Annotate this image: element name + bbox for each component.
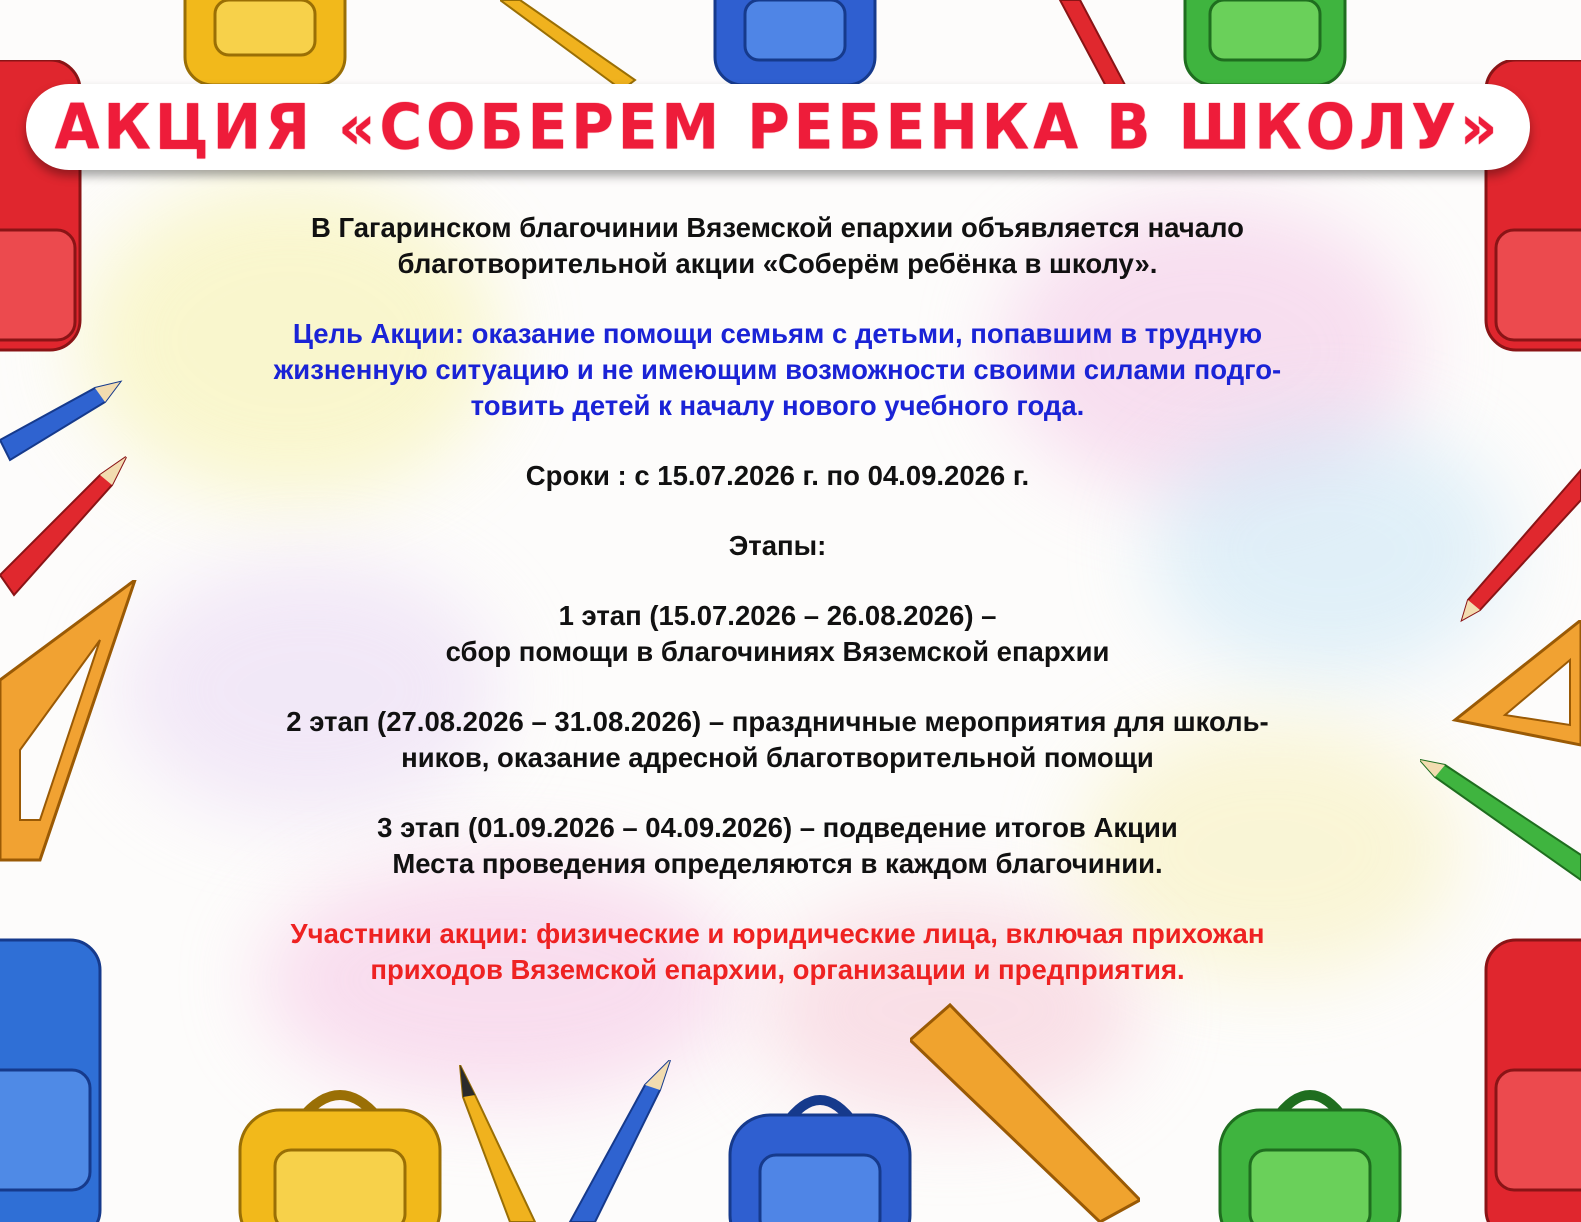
participants-line: Участники акции: физические и юридические лица, включая прихожан [290,918,1265,949]
goal-paragraph [180,316,1375,424]
stage-line: 1 этап (15.07.2026 – 26.08.2026) – [558,600,997,631]
announcement-body [180,210,1375,988]
participants-paragraph [180,916,1375,988]
goal-line: жизненную ситуацию и не имеющим возможности своими силами подго- [273,354,1282,385]
goal-line: товить детей к началу нового учебного года. [470,390,1085,421]
pencil-icon [1450,460,1581,630]
intro-line: благотворительной акции «Соберём ребёнка в школу». [397,248,1158,279]
stage-line: Места проведения определяются в каждом благочинии. [392,848,1163,879]
backpack-icon [1180,0,1350,90]
stage-line: 3 этап (01.09.2026 – 04.09.2026) – подведение итогов Акции [377,812,1178,843]
backpack-icon [1210,1080,1410,1222]
pencil-icon [1040,0,1130,90]
pencil-icon [500,0,640,90]
title-banner [26,84,1530,170]
stage-line: ников, оказание адресной благотворительной помощи [401,742,1154,773]
backpack-icon [710,0,880,90]
backpack-icon [230,1080,450,1222]
intro-line: В Гагаринском благочинии Вяземской епархии объявляется начало [311,212,1244,243]
triangle-ruler-icon [0,580,140,870]
stage-line: 2 этап (27.08.2026 – 31.08.2026) – праздничные мероприятия для школь- [286,706,1269,737]
participants-line: приходов Вяземской епархии, организации и предприятия. [370,954,1185,985]
pencil-icon [1420,755,1581,885]
dates-line: Сроки : с 15.07.2026 г. по 04.09.2026 г. [525,460,1030,491]
stage-line: сбор помощи в благочиниях Вяземской епархии [445,636,1110,667]
triangle-ruler-icon [1450,620,1581,750]
backpack-icon [1466,920,1581,1222]
stage-item [180,598,1375,670]
backpack-icon [720,1085,920,1222]
backpack-icon [180,0,350,90]
backpack-icon [0,920,110,1222]
intro-paragraph [180,210,1375,282]
pencil-icon [560,1060,675,1222]
ruler-icon [910,1000,1140,1222]
stages-heading: Этапы: [728,530,827,561]
pencil-icon [455,1065,540,1222]
goal-line: Цель Акции: оказание помощи семьям с детьми, попавшим в трудную [292,318,1263,349]
stage-item [180,704,1375,776]
stage-item [180,810,1375,882]
page-title: АКЦИЯ «СОБЕРЕМ РЕБЕНКА В ШКОЛУ» [54,90,1502,164]
